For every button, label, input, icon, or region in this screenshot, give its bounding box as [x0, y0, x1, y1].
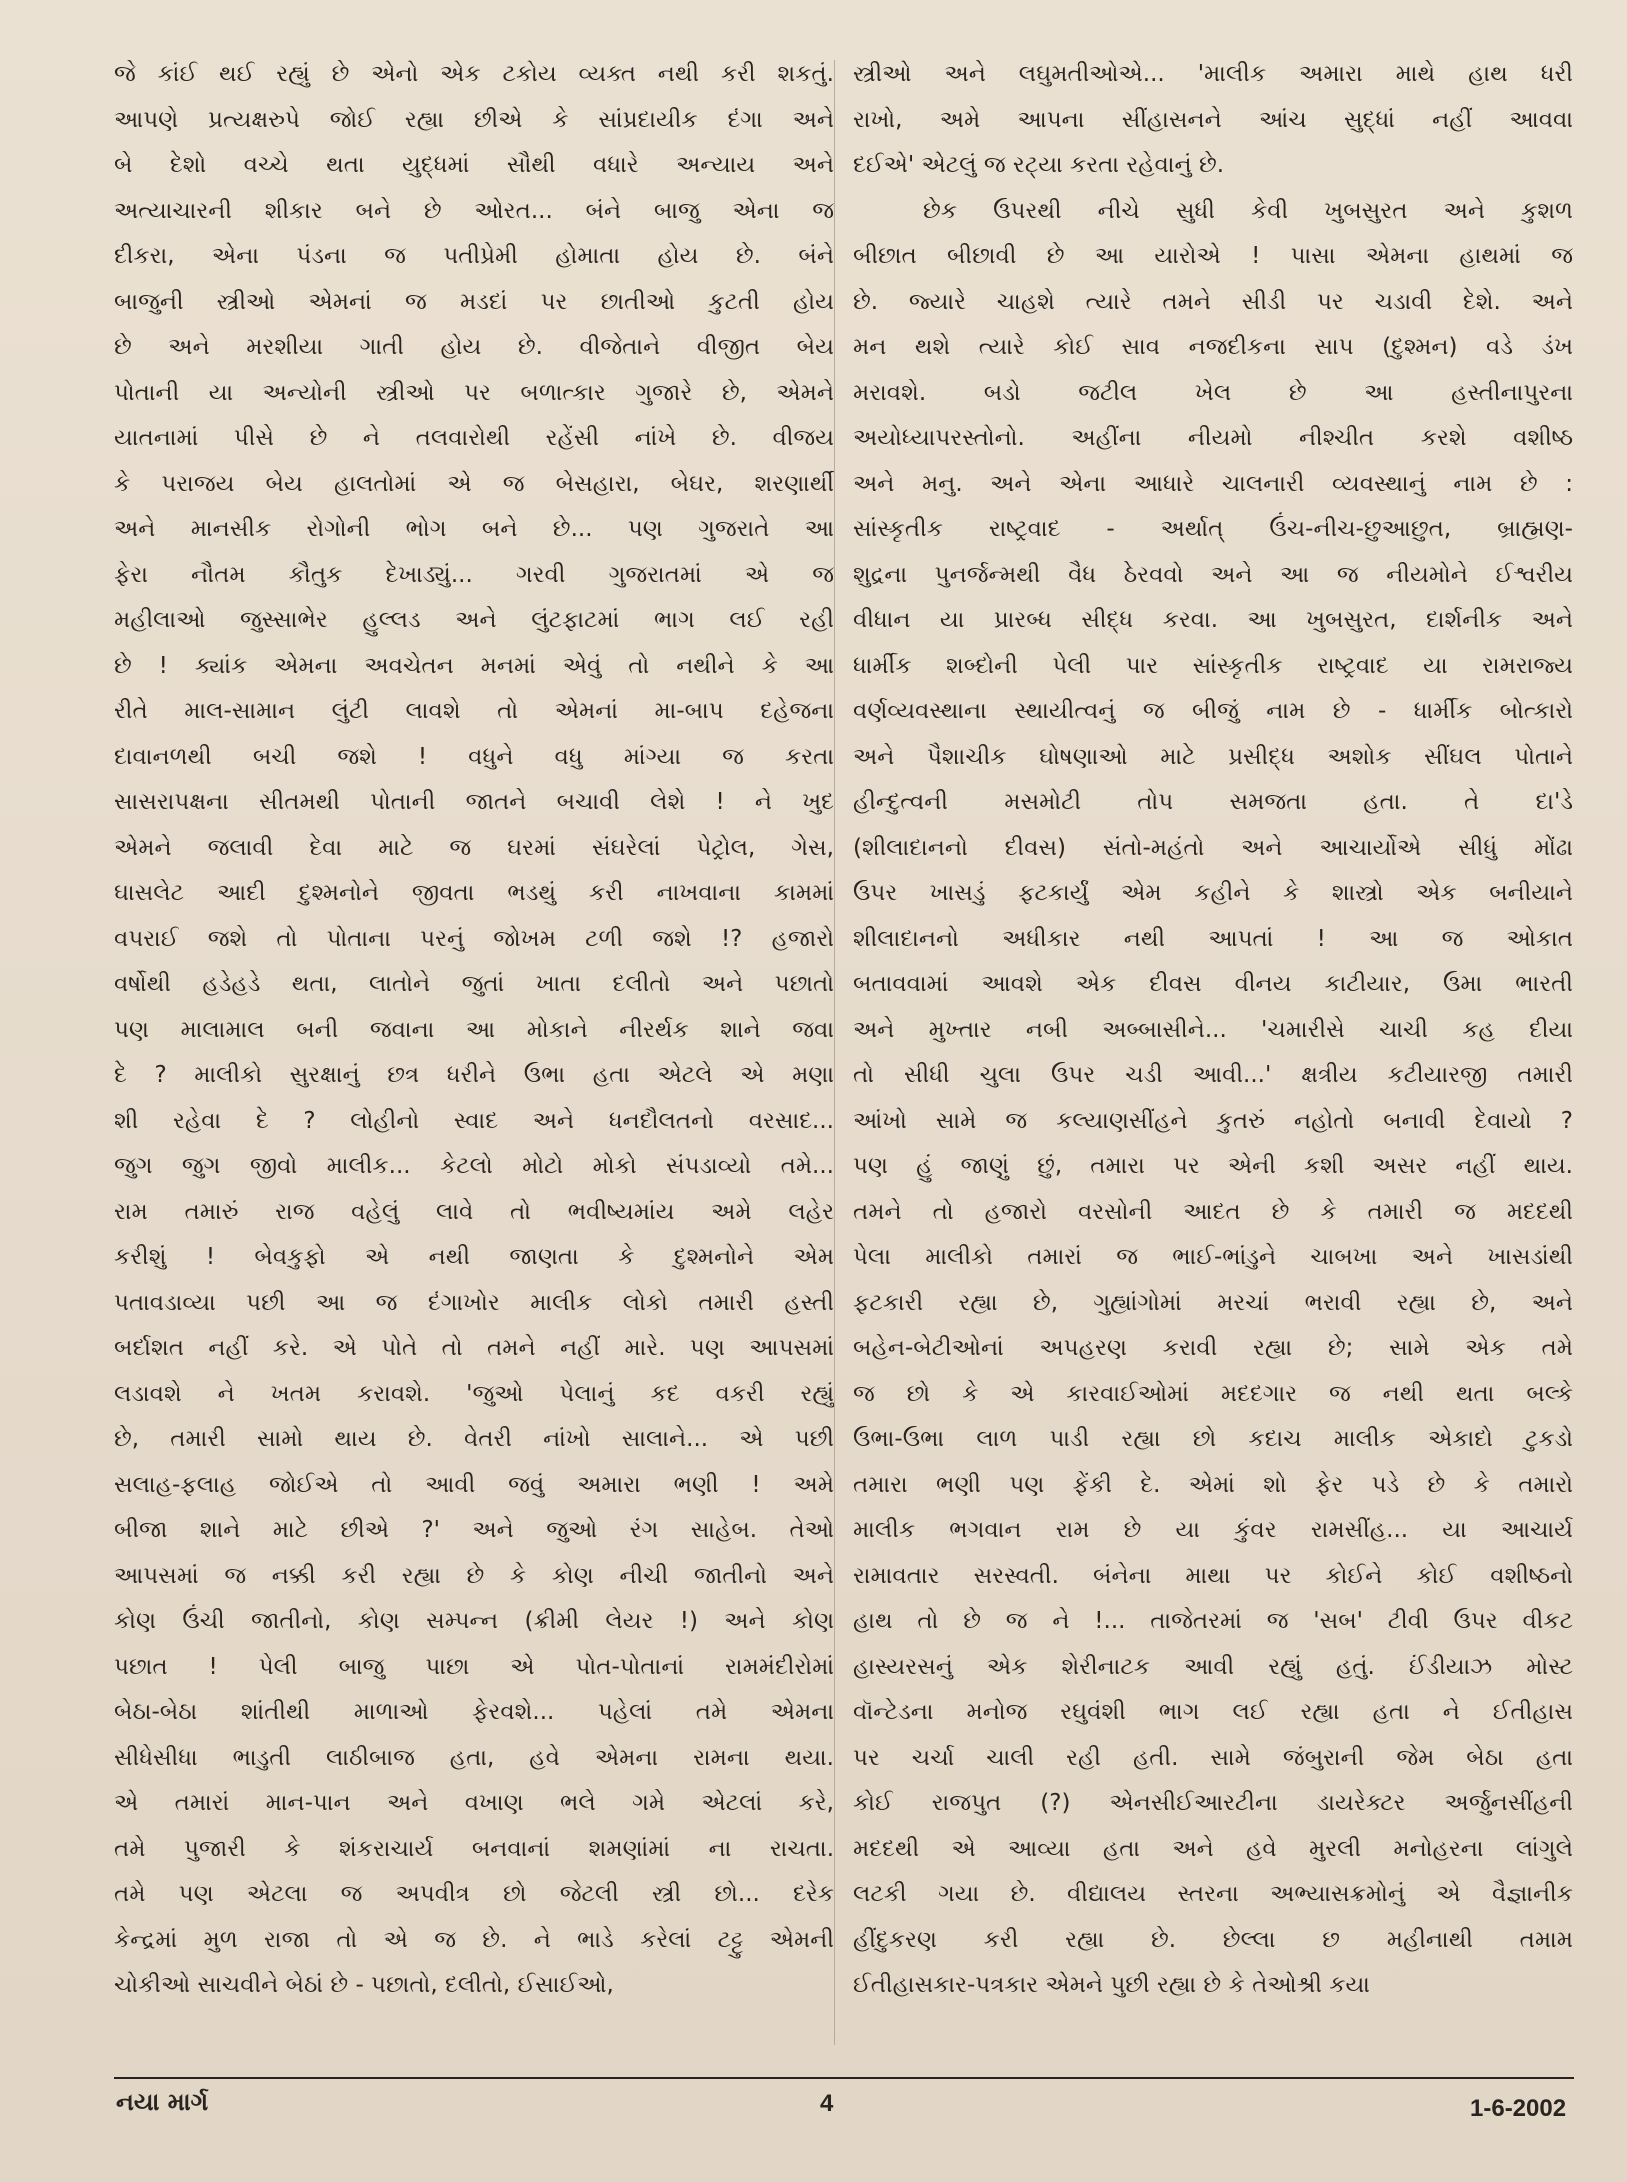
page-number: 4: [820, 2090, 834, 2117]
text-line: હાથ તો છે જ ને !... તાજેતરમાં જ 'સબ' ટીવી ઉપર વીકટ: [853, 1608, 1573, 1634]
text-line: લડાવશે ને ખતમ કરાવશે. 'જુઓ પેલાનું કદ વકરી રહ્યું: [114, 1380, 834, 1407]
text-line: દાવાનળથી બચી જશે ! વધુને વધુ માંગ્યા જ કરતા: [114, 743, 834, 770]
issue-date: 1-6-2002: [1470, 2095, 1567, 2122]
text-line: એમને જલાવી દેવા માટે જ ઘરમાં સંઘરેલાં પેટ્રોલ, ગેસ,: [114, 834, 834, 861]
text-line: બીછાત બીછાવી છે આ યારોએ ! પાસા એમના હાથમાં જ: [853, 243, 1573, 269]
text-line: વપરાઈ જશે તો પોતાના પરનું જોખમ ટળી જશે !? હજારો: [114, 925, 834, 952]
text-line: બતાવવામાં આવશે એક દીવસ વીનય કાટીયાર, ઉમા ભારતી: [853, 971, 1573, 997]
text-line: ઈતીહાસકાર-પત્રકાર એમને પુછી રહ્યા છે કે તેઓશ્રી કયા: [853, 1972, 1370, 1998]
text-line: મન થશે ત્યારે કોઈ સાવ નજદીકના સાપ (દુશ્મન) વડે ડંખ: [853, 334, 1573, 360]
text-line: ફેરા નૌતમ કૌતુક દેખાડ્યું... ગરવી ગુજરાતમાં એ જ: [114, 561, 834, 588]
text-line: બીજા શાને માટે છીએ ?' અને જુઓ રંગ સાહેબ. તેઓ: [114, 1517, 834, 1543]
left-column: [114, 52, 834, 2009]
text-line: શીલાદાનનો અધીકાર નથી આપતાં ! આ જ ઓકાત: [853, 925, 1573, 952]
text-line: ઉપર ખાસડું ફટકાર્યું એમ કહીને કે શાસ્ત્રો એક બનીયાને: [853, 880, 1573, 906]
text-line: રામાવતાર સરસ્વતી. બંનેના માથા પર કોઈને કોઈ વશીષ્ઠનો: [853, 1562, 1573, 1589]
text-line: સાસરાપક્ષના સીતમથી પોતાની જાતને બચાવી લેશે ! ને ખુદ: [114, 789, 834, 815]
text-line: પછાત ! પેલી બાજુ પાછા એ પોત-પોતાનાં રામમંદીરોમાં: [114, 1653, 834, 1680]
text-line: છેક ઉપરથી નીચે સુધી કેવી ખુબસુરત અને કુશળ: [923, 197, 1573, 224]
text-line: હાસ્યરસનું એક શેરીનાટક આવી રહ્યું હતું. ઈંડીયાઝ મોસ્ટ: [853, 1653, 1573, 1680]
text-line: આપસમાં જ નક્કી કરી રહ્યા છે કે કોણ નીચી જાતીનો અને: [114, 1562, 834, 1589]
text-line: પણ હું જાણું છું, તમારા પર એની કશી અસર નહીં થાય.: [853, 1153, 1573, 1179]
text-line: પણ માલામાલ બની જવાના આ મોકાને નીરર્થક શાને જવા: [114, 1016, 834, 1043]
text-line: કરીશું ! બેવકુફો એ નથી જાણતા કે દુશ્મનોને એમ: [114, 1244, 834, 1270]
right-column: [853, 52, 1573, 2009]
text-line: છે અને મરશીયા ગાતી હોય છે. વીજેતાને વીજીત બેય: [114, 334, 834, 360]
text-line: અને મનુ. અને એના આધારે ચાલનારી વ્યવસ્થાનું નામ છે :: [853, 470, 1573, 497]
text-line: અત્યાચારની શીકાર બને છે ઓરત... બંને બાજુ એના જ: [114, 197, 834, 224]
text-line: છે. જ્યારે ચાહશે ત્યારે તમને સીડી પર ચડાવી દેશે. અને: [853, 288, 1573, 315]
text-line: પેલા માલીકો તમારાં જ ભાઈ-ભાંડુને ચાબખા અને ખાસડાંથી: [853, 1244, 1573, 1270]
text-line: પોતાની યા અન્યોની સ્ત્રીઓ પર બળાત્કાર ગુજારે છે, એમને: [114, 379, 834, 406]
text-line: મદદથી એ આવ્યા હતા અને હવે મુરલી મનોહરના લાંગુલે: [853, 1835, 1573, 1862]
text-line: જ છો કે એ કારવાઈઓમાં મદદગાર જ નથી થતા બલ્કે: [853, 1380, 1573, 1407]
text-line: ફટકારી રહ્યા છે, ગુહ્યાંગોમાં મરચાં ભરાવી રહ્યા છે, અને: [853, 1289, 1573, 1316]
text-line: તમે પણ એટલા જ અપવીત્ર છો જેટલી સ્ત્રી છો... દરેક: [114, 1881, 834, 1907]
text-line: હીન્દુત્વની મસમોટી તોપ સમજતા હતા. તે દા'ડે: [853, 789, 1573, 815]
text-line: ઉભા-ઉભા લાળ પાડી રહ્યા છો કદાચ માલીક એકાદો ટુકડો: [853, 1426, 1573, 1452]
text-line: બર્દાશત નહીં કરે. એ પોતે તો તમને નહીં મારે. પણ આપસમાં: [114, 1335, 834, 1361]
text-line: તમારા ભણી પણ ફેંકી દે. એમાં શો ફેર પડે છે કે તમારો: [853, 1471, 1573, 1498]
text-line: પતાવડાવ્યા પછી આ જ દંગાખોર માલીક લોકો તમારી હસ્તી: [114, 1289, 834, 1316]
text-line: યાતનામાં પીસે છે ને તલવારોથી રહેંસી નાંખે છે. વીજય: [114, 425, 834, 451]
text-line: વીધાન યા પ્રારબ્ધ સીદ્ધ કરવા. આ ખુબસુરત, દાર્શનીક અને: [853, 607, 1573, 633]
text-line: કે પરાજય બેય હાલતોમાં એ જ બેસહારા, બેઘર, શરણાર્થી: [114, 470, 834, 497]
text-line: આપણે પ્રત્યક્ષરુપે જોઈ રહ્યા છીએ કે સાંપ્રદાયીક દંગા અને: [114, 106, 834, 133]
text-line: બાજુની સ્ત્રીઓ એમનાં જ મડદાં પર છાતીઓ કુટતી હોય: [114, 288, 834, 315]
text-line: પર ચર્ચા ચાલી રહી હતી. સામે જંબુરાની જેમ બેઠા હતા: [853, 1744, 1573, 1771]
text-line: અયોધ્યાપરસ્તોનો. અહીંના નીયમો નીશ્ચીત કરશે વશીષ્ઠ: [853, 425, 1573, 451]
text-line: દઈએ' એટલું જ રટ્યા કરતા રહેવાનું છે.: [853, 152, 1225, 178]
text-line: ધાર્મીક શબ્દોની પેલી પાર સાંસ્કૃતીક રાષ્ટ્રવાદ યા રામરાજ્ય: [853, 652, 1573, 679]
text-line: અને મુખ્તાર નબી અબ્બાસીને... 'ચમારીસે ચાચી કહ દીયા: [853, 1016, 1573, 1043]
text-line: એ તમારાં માન-પાન અને વખાણ ભલે ગમે એટલાં કરે,: [114, 1790, 834, 1816]
text-line: જે કાંઈ થઈ રહ્યું છે એનો એક ટકોય વ્યક્ત નથી કરી શકતું.: [114, 61, 834, 87]
text-line: વર્ષોથી હડેહડે થતા, લાતોને જુતાં ખાતા દલીતો અને પછાતો: [114, 971, 834, 997]
text-line: સીધેસીધા ભાડુતી લાઠીબાજ હતા, હવે એમના રામના થયા.: [114, 1744, 834, 1771]
text-line: શુદ્રના પુનર્જન્મથી વૈધ ઠેરવવો અને આ જ નીયમોને ઈશ્વરીય: [853, 561, 1573, 588]
text-line: આંખો સામે જ કલ્યાણસીંહને કુતરું નહોતો બનાવી દેવાયો ?: [853, 1107, 1573, 1134]
text-line: દીકરા, એના પંડના જ પતીપ્રેમી હોમાતા હોય છે. બંને: [114, 243, 834, 269]
text-line: વૉન્ટેડના મનોજ રઘુવંશી ભાગ લઈ રહ્યા હતા ને ઈતીહાસ: [853, 1699, 1573, 1725]
text-line: જુગ જુગ જીવો માલીક... કેટલો મોટો મોકો સંપડાવ્યો તમે...: [114, 1153, 834, 1179]
text-line: બે દેશો વચ્ચે થતા યુદ્ધમાં સૌથી વધારે અન્યાય અને: [114, 152, 834, 178]
text-line: મહીલાઓ જુસ્સાભેર હુલ્લડ અને લુંટફાટમાં ભાગ લઈ રહી: [114, 607, 834, 633]
text-line: સલાહ-ફલાહ જોઈએ તો આવી જવું અમારા ભણી ! અમે: [114, 1471, 834, 1498]
text-line: છે ! ક્યાંક એમના અવચેતન મનમાં એવું તો નથીને કે આ: [114, 652, 834, 679]
text-line: તમને તો હજારો વરસોની આદત છે કે તમારી જ મદદથી: [853, 1198, 1573, 1225]
text-line: તમે પુજારી કે શંકરાચાર્ય બનવાનાં શમણાંમાં ના રાચતા.: [114, 1835, 834, 1862]
text-line: વર્ણવ્યવસ્થાના સ્થાયીત્વનું જ બીજું નામ છે - ધાર્મીક બોત્કારો: [853, 698, 1573, 724]
text-line: બેઠા-બેઠા શાંતીથી માળાઓ ફેરવશે... પહેલાં તમે એમના: [114, 1699, 834, 1725]
text-line: મરાવશે. બડો જટીલ ખેલ છે આ હસ્તીનાપુરના: [853, 379, 1573, 406]
text-line: સ્ત્રીઓ અને લઘુમતીઓએ... 'માલીક અમારા માથે હાથ ધરી: [853, 61, 1573, 87]
text-line: રીતે માલ-સામાન લુંટી લાવશે તો એમનાં મા-બાપ દહેજના: [114, 698, 834, 724]
text-line: અને પૈશાચીક ઘોષણાઓ માટે પ્રસીદ્ધ અશોક સીંઘલ પોતાને: [853, 743, 1573, 770]
footer-rule: [114, 2077, 1574, 2079]
text-line: રાખો, અમે આપના સીંહાસનને આંચ સુદ્ધાં નહીં આવવા: [853, 106, 1573, 133]
text-line: દે ? માલીકો સુરક્ષાનું છત્ર ધરીને ઉભા હતા એટલે એ મણા: [114, 1062, 834, 1088]
text-line: કોણ ઉંચી જાતીનો, કોણ સમ્પન્ન (ક્રીમી લેયર !) અને કોણ: [114, 1608, 834, 1634]
text-line: શી રહેવા દે ? લોહીનો સ્વાદ અને ધનદૌલતનો વરસાદ...: [114, 1107, 834, 1134]
text-line: બહેન-બેટીઓનાં અપહરણ કરાવી રહ્યા છે; સામે એક તમે: [853, 1335, 1573, 1361]
column-divider: [834, 60, 835, 2045]
text-line: લટકી ગયા છે. વીદ્યાલય સ્તરના અભ્યાસક્રમોનું એ વૈજ્ઞાનીક: [853, 1881, 1573, 1907]
text-line: કેન્દ્રમાં મુળ રાજા તો એ જ છે. ને ભાડે કરેલાં ટટ્ટુ એમની: [114, 1926, 834, 1953]
text-line: ઘાસલેટ આદી દુશ્મનોને જીવતા ભડથું કરી નાખવાના કામમાં: [114, 880, 834, 906]
text-line: સાંસ્કૃતીક રાષ્ટ્રવાદ - અર્થાત્ ઉંચ-નીચ-છુઆછુત, બ્રાહ્મણ-: [853, 516, 1573, 542]
text-line: તો સીધી ચુલા ઉપર ચડી આવી...' ક્ષત્રીય કટીયારજી તમારી: [853, 1062, 1573, 1088]
text-line: ચોકીઓ સાચવીને બેઠાં છે - પછાતો, દલીતો, ઈસાઈઓ,: [114, 1972, 614, 1998]
publication-name: નયા માર્ગ: [116, 2088, 209, 2116]
text-line: માલીક ભગવાન રામ છે યા કુંવર રામસીંહ... યા આચાર્ય: [853, 1517, 1573, 1543]
text-line: (શીલાદાનનો દીવસ) સંતો-મહંતો અને આચાર્યોએ સીધું મોંઢા: [853, 834, 1573, 861]
text-line: અને માનસીક રોગોની ભોગ બને છે... પણ ગુજરાતે આ: [114, 516, 834, 542]
text-line: હીંદુકરણ કરી રહ્યા છે. છેલ્લા છ મહીનાથી તમામ: [853, 1926, 1573, 1953]
text-line: રામ તમારું રાજ વહેલું લાવે તો ભવીષ્યમાંય અમે લહેર: [114, 1198, 834, 1225]
text-line: છે, તમારી સામો થાય છે. વેતરી નાંખો સાલાને... એ પછી: [114, 1426, 834, 1452]
text-line: કોઈ રાજપુત (?) એનસીઈઆરટીના ડાયરેક્ટર અર્જુનસીંહની: [853, 1790, 1573, 1816]
